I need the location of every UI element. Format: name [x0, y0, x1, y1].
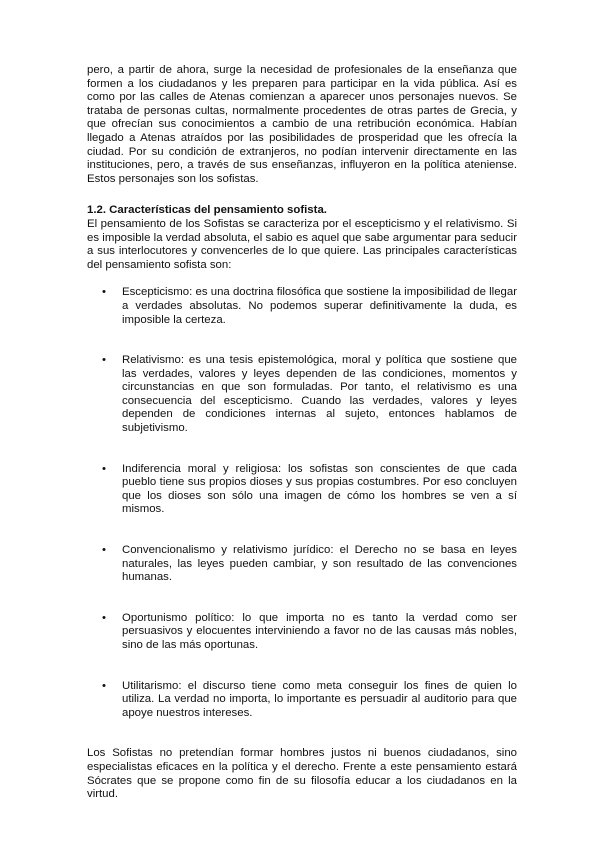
list-item	[87, 286, 517, 327]
list-item	[87, 463, 517, 517]
list-item-text: Indiferencia moral y religiosa: los sofistas son conscientes de que cada pueblo tiene sus propios dioses y sus propias costumbres. Por eso concluyen que los dioses son sólo una imagen de cómo los hombres se ven a sí mismos.	[122, 462, 517, 516]
list-item	[87, 544, 517, 585]
closing-paragraph: Los Sofistas no pretendían formar hombres justos ni buenos ciudadanos, sino especialistas eficaces en la política y el derecho. Frente a este pensamiento estará Sócrates que se propone como fin de su filosofía educar a los ciudadanos en la virtud.	[87, 747, 517, 801]
bullet-icon: •	[102, 679, 106, 692]
bullet-icon: •	[102, 544, 106, 557]
intro-paragraph: pero, a partir de ahora, surge la necesidad de profesionales de la enseñanza que formen a los ciudadanos y les preparen para participar en la vida pública. Así es como por las calles de Atenas comienzan a aparecer unos personajes nuevos. Se trataba de personas cultas, normalmente procedentes de otras partes de Grecia, y que ofrecían sus conocimientos a cambio de una retribución económica. Habían llegado a Atenas atraídos por las posibilidades de prosperidad que les ofrecía la ciudad. Por su condición de extranjeros, no podían intervenir directamente en las instituciones, pero, a través de sus enseñanzas, influyeron en la política ateniense. Estos personajes son los sofistas.	[87, 64, 517, 185]
bullet-icon: •	[102, 611, 106, 624]
list-item-text: Convencionalismo y relativismo jurídico: el Derecho no se basa en leyes naturales, las leyes pueden cambiar, y son resultado de las convenciones humanas.	[122, 544, 517, 584]
characteristics-list	[87, 286, 517, 720]
list-item-text: Utilitarismo: el discurso tiene como meta conseguir los fines de quien lo utiliza. La verdad no importa, lo importante es persuadir al auditorio para que apoye nuestros intereses.	[122, 679, 517, 719]
list-item-text: Oportunismo político: lo que importa no es tanto la verdad como ser persuasivos y elocuentes interviniendo a favor no de las causas más nobles, sino de las más oportunas.	[122, 611, 517, 651]
section-heading: 1.2. Características del pensamiento sofista.	[87, 204, 327, 217]
list-item	[87, 354, 517, 436]
list-item	[87, 612, 517, 653]
bullet-icon: •	[102, 354, 106, 367]
section-lead-paragraph: El pensamiento de los Sofistas se caracteriza por el escepticismo y el relativismo. Si es imposible la verdad absoluta, el sabio es aquel que sabe argumentar para seducir a sus interlocutores y convencerles de lo que quiere. Las principales características del pensamiento sofista son:	[87, 217, 517, 271]
list-item	[87, 680, 517, 721]
document-page	[87, 64, 517, 802]
bullet-icon: •	[102, 462, 106, 475]
list-item-text: Escepticismo: es una doctrina filosófica que sostiene la imposibilidad de llegar a verdades absolutas. No podemos superar definitivamente la duda, es imposible la certeza.	[122, 286, 517, 326]
bullet-icon: •	[102, 286, 106, 299]
list-item-text: Relativismo: es una tesis epistemológica, moral y política que sostiene que las verdades, valores y leyes dependen de las condiciones, momentos y circunstancias en que son formuladas. Por tanto, el relativismo es una consecuencia del escepticismo. Cuando las verdades, valores y leyes dependen de condiciones internas al sujeto, entonces hablamos de subjetivismo.	[122, 354, 517, 435]
